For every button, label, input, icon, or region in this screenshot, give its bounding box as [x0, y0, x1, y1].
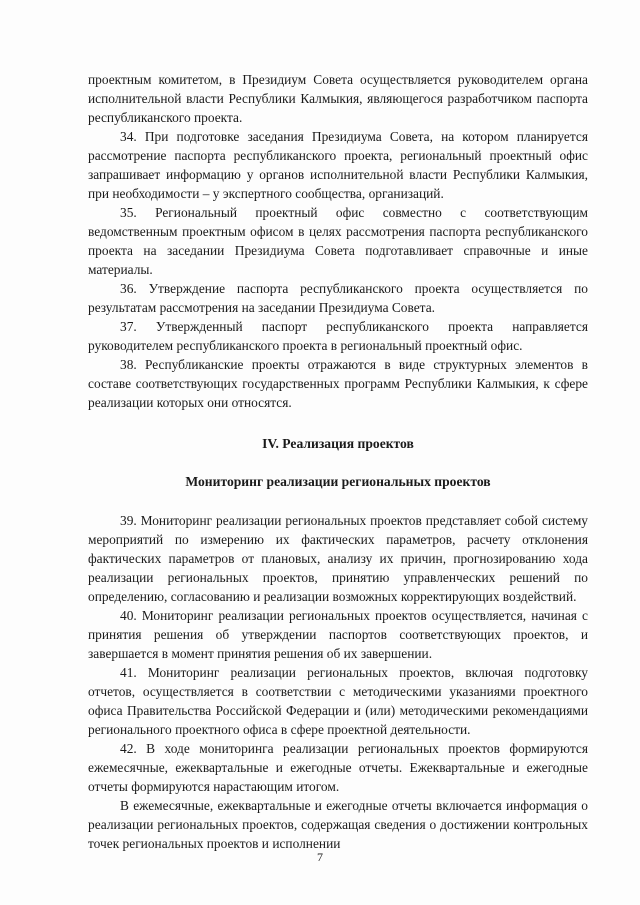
paragraph-p36: 36. Утверждение паспорта республиканского проекта осуществляется по результатам рассмотрения на заседании Президиума Совета.	[88, 281, 588, 315]
paragraph-p39: 39. Мониторинг реализации региональных проектов представляет собой систему мероприятий по измерению их фактических параметров, расчету отклонения фактических параметров от плановых, анализу их причин, прогнозированию хода реализации региональных проектов, принятию управленческих решений по определению, согласованию и реализации возможных корректирующих воздействий.	[88, 513, 588, 604]
paragraph-p38: 38. Республиканские проекты отражаются в виде структурных элементов в составе соответствующих государственных программ Республики Калмыкия, к сфере реализации которых они относятся.	[88, 357, 588, 410]
paragraph-p35: 35. Региональный проектный офис совместно с соответствующим ведомственным проектным офисом в целях рассмотрения паспорта республиканского проекта на заседании Президиума Совета подготавливает справочные и иные материалы.	[88, 205, 588, 277]
paragraph-p40: 40. Мониторинг реализации региональных проектов осуществляется, начиная с принятия решения об утверждении паспортов соответствующих проектов, и завершается в момент принятия решения об их завершении.	[88, 608, 588, 661]
paragraph-group-top	[88, 70, 588, 412]
paragraph-group-bottom	[88, 511, 588, 853]
paragraph-p42b: В ежемесячные, ежеквартальные и ежегодные отчеты включается информация о реализации региональных проектов, содержащая сведения о достижении контрольных точек региональных проектов и исполнении	[88, 798, 588, 851]
page-number: 7	[317, 850, 323, 864]
paragraph-p42: 42. В ходе мониторинга реализации региональных проектов формируются ежемесячные, ежеквартальные и ежегодные отчеты. Ежеквартальные и ежегодные отчеты формируются нарастающим итогом.	[88, 741, 588, 794]
document-body	[88, 70, 588, 853]
sub-heading: Мониторинг реализации региональных проектов	[185, 474, 491, 489]
section-heading: IV. Реализация проектов	[262, 436, 414, 451]
paragraph-p-cont: проектным комитетом, в Президиум Совета осуществляется руководителем органа исполнительной власти Республики Калмыкия, являющегося разработчиком паспорта республиканского проекта.	[88, 72, 588, 125]
paragraph-p34: 34. При подготовке заседания Президиума Совета, на котором планируется рассмотрение паспорта республиканского проекта, региональный проектный офис запрашивает информацию у органов исполнительной власти Республики Калмыкия, при необходимости – у экспертного сообщества, организаций.	[88, 129, 588, 201]
paragraph-p37: 37. Утвержденный паспорт республиканского проекта направляется руководителем республиканского проекта в региональный проектный офис.	[88, 319, 588, 353]
paragraph-p41: 41. Мониторинг реализации региональных проектов, включая подготовку отчетов, осуществляется в соответствии с методическими указаниями проектного офиса Правительства Российской Федерации и (или) методическими рекомендациями регионального проектного офиса в сфере проектной деятельности.	[88, 665, 588, 737]
